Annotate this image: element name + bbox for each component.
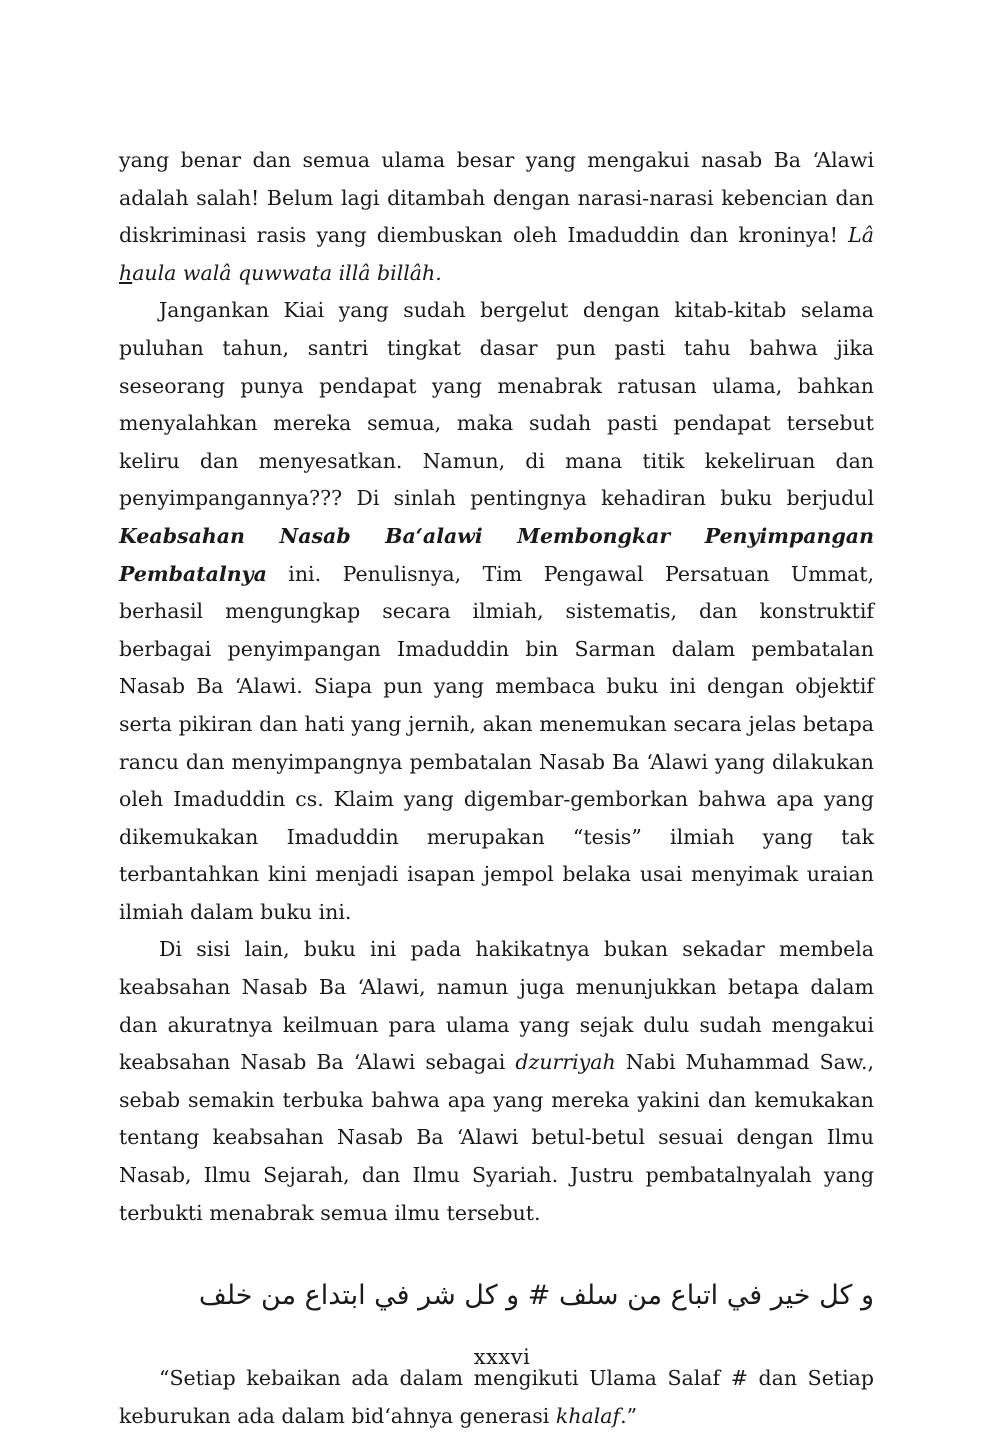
page-body [119,142,874,1435]
paragraph-1 [119,142,874,292]
term-dzurriyah: dzurriyah [515,1050,616,1075]
verse-translation: “Setiap kebaikan ada dalam mengikuti Ulama Salaf # dan Setiap keburukan ada dalam bid‘ahnya generasi khalaf.” [119,1366,874,1428]
arabic-verse: و كل خير في اتباع من سلف # و كل شر في ابتداع من خلف [198,1280,874,1312]
book-title: Keabsahan Nasab Ba‘alawi Membongkar Penyimpangan Pembatalnya [119,523,874,586]
paragraph-1-text: yang benar dan semua ulama besar yang mengakui nasab Ba ‘Alawi adalah salah! Belum lagi ditambah dengan narasi-narasi kebencian dan diskriminasi rasis yang diembuskan oleh Imaduddin dan kroninya! [119,148,874,248]
paragraph-3: Di sisi lain, buku ini pada hakikatnya bukan sekadar membela keabsahan Nasab Ba ‘Alawi, namun juga menunjukkan betapa dalam dan akuratnya keilmuan para ulama yang sejak dulu sudah mengakui keabsahan Nasab Ba ‘Alawi sebagai dzurriyah Nabi Muhammad Saw., sebab semakin terbuka bahwa apa yang mereka yakini dan kemukakan tentang keabsahan Nasab Ba ‘Alawi betul-betul sesuai dengan Ilmu Nasab, Ilmu Sejarah, dan Ilmu Syariah. Justru pembatalnyalah yang terbukti menabrak semua ilmu tersebut. [119,937,874,1225]
term-khalaf: khalaf [555,1403,621,1428]
paragraph-2: Jangankan Kiai yang sudah bergelut dengan kitab-kitab selama puluhan tahun, santri tingkat dasar pun pasti tahu bahwa jika seseorang punya pendapat yang menabrak ratusan ulama, bahkan menyalahkan mereka semua, maka sudah pasti pendapat tersebut keliru dan menyesatkan. Namun, di mana titik kekeliruan dan penyimpangannya??? Di sinlah pentingnya kehadiran buku berjudul Keabsahan Nasab Ba‘alawi Membongkar Penyimpangan Pembatalnya ini. Penulisnya, Tim Pengawal Persatuan Ummat, berhasil mengungkap secara ilmiah, sistematis, dan konstruktif berbagai penyimpangan Imaduddin bin Sarman dalam pembatalan Nasab Ba ‘Alawi. Siapa pun yang membaca buku ini dengan objektif serta pikiran dan hati yang jernih, akan menemukan secara jelas betapa rancu dan menyimpangnya pembatalan Nasab Ba ‘Alawi yang dilakukan oleh Imaduddin cs. Klaim yang digembar-gemborkan bahwa apa yang dikemukakan Imaduddin merupakan “tesis” ilmiah yang tak terbantahkan kini menjadi isapan jempol belaka usai menyimak uraian ilmiah dalam buku ini. [119,298,874,924]
paragraph-1-italic-phrase: Lâ haula walâ quwwata illâ billâh. [119,223,874,285]
page-number: xxxvi [473,1345,531,1369]
